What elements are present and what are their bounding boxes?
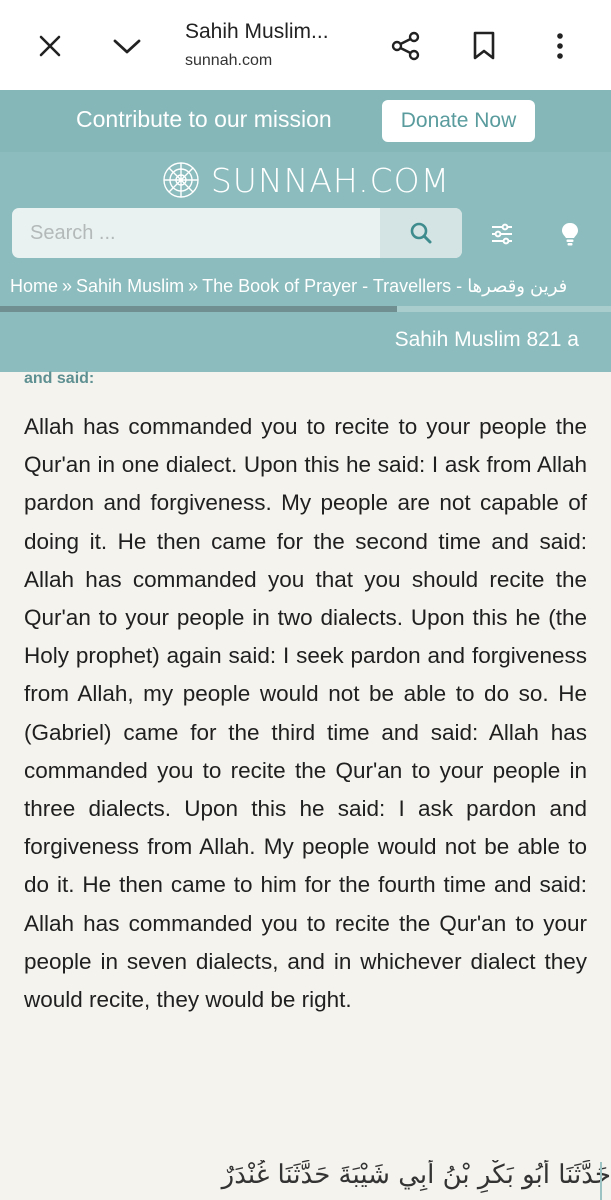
breadcrumb-separator: » (188, 276, 199, 296)
page-url: sunnah.com (185, 52, 273, 69)
breadcrumb-separator: » (62, 276, 73, 296)
close-icon (37, 33, 63, 59)
contribute-text: Contribute to our mission (76, 106, 332, 132)
search-bar (12, 208, 462, 258)
hadith-arabic-text: حَدَّثَنَا أَبُو بَكْرِ بْنُ أَبِي شَيْبَةَ حَدَّثَنَا غُنْدَرٌ (221, 1160, 611, 1190)
close-button[interactable] (26, 26, 74, 66)
search-settings-button[interactable] (482, 218, 522, 250)
hadith-reference: Sahih Muslim 821 a (394, 328, 579, 351)
more-options-button[interactable] (536, 26, 584, 66)
site-logo[interactable] (0, 152, 611, 208)
sliders-icon (490, 223, 514, 245)
share-icon (391, 31, 421, 61)
share-button[interactable] (382, 26, 430, 66)
side-marker (600, 1162, 611, 1200)
search-button[interactable] (380, 208, 462, 258)
logo-text: SUNNAH.COM (210, 160, 451, 200)
bookmark-button[interactable] (460, 26, 508, 66)
page-title: Sahih Muslim... (185, 20, 329, 43)
reading-progress-bar (0, 306, 611, 312)
donate-button[interactable]: Donate Now (382, 100, 535, 142)
more-vert-icon (555, 31, 565, 61)
minimize-button[interactable] (103, 26, 151, 66)
breadcrumb-book[interactable]: The Book of Prayer - Travellers - فرين وقصرها (202, 276, 568, 296)
partial-text-line: and said: (24, 370, 95, 387)
logo-emblem-icon (161, 160, 201, 200)
chevron-down-icon (112, 36, 142, 56)
search-input[interactable] (12, 208, 380, 258)
breadcrumb (10, 276, 611, 297)
breadcrumb-home[interactable]: Home (10, 276, 59, 296)
search-icon (409, 221, 433, 245)
reading-progress-fill (0, 306, 397, 312)
theme-toggle-button[interactable] (550, 218, 590, 250)
hadith-english-text: Allah has commanded you to recite to your people the Qur'an in one dialect. Upon this he said: I ask from Allah pardon and forgiveness. My people are not capable of doing it. He then came for the second time and said: Allah has commanded you that you should recite the Qur'an to your people in two dialects. Upon this he (the Holy prophet) again said: I seek pardon and forgiveness from Allah, my people would not be able to do so. He (Gabriel) came for the third time and said: Allah has commanded you to recite the Qur'an to your people in three dialects. Upon this he said: I ask pardon and forgiveness from Allah. My people would not be able to do it. He then came to him for the fourth time and said: Allah has commanded you to recite the Qur'an to your people in seven dialects, and in whichever dialect they would recite, they would be right. (24, 414, 587, 1013)
site-header (0, 90, 611, 372)
bookmark-icon (472, 31, 496, 61)
lightbulb-icon (560, 221, 580, 247)
breadcrumb-collection[interactable]: Sahih Muslim (76, 276, 185, 296)
contribute-banner (0, 90, 611, 152)
tab-title-block[interactable] (185, 20, 375, 70)
browser-toolbar (0, 0, 611, 90)
